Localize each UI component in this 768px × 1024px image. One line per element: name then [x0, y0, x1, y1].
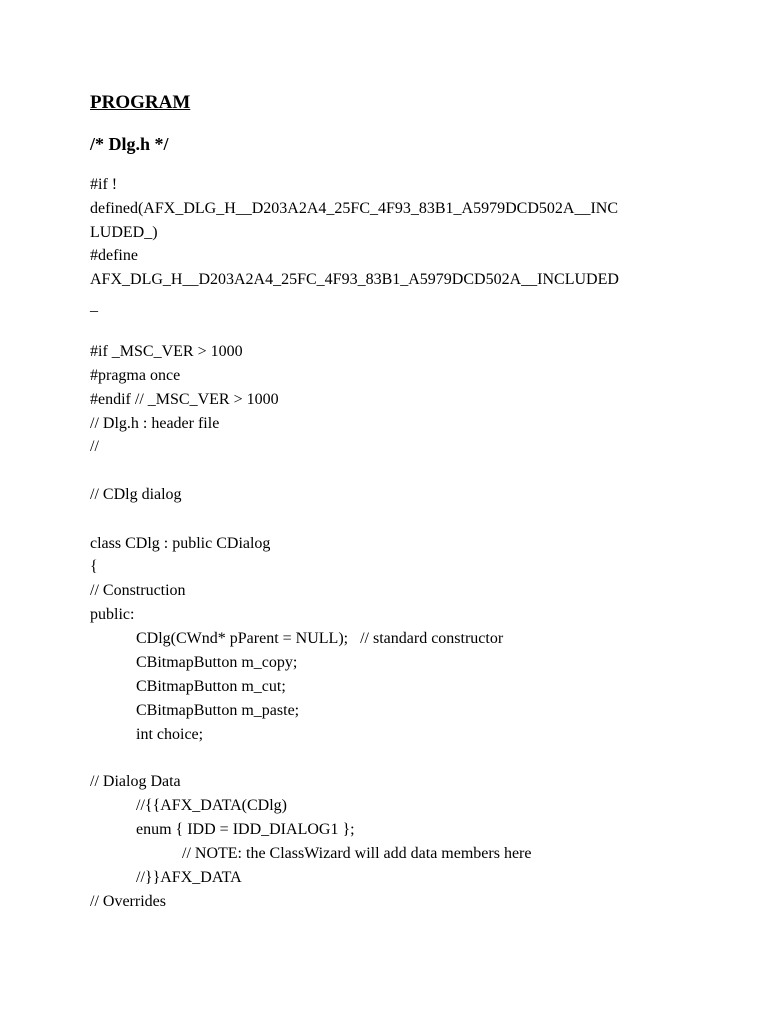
- code-line: class CDlg : public CDialog: [90, 535, 271, 552]
- code-line: CBitmapButton m_paste;: [136, 702, 300, 719]
- code-line: AFX_DLG_H__D203A2A4_25FC_4F93_83B1_A5979DCD502A__INCLUDED: [90, 271, 619, 288]
- code-line: _: [90, 297, 98, 314]
- code-line: // CDlg dialog: [90, 486, 182, 503]
- code-line: LUDED_): [90, 224, 158, 241]
- code-line: #pragma once: [90, 367, 181, 384]
- code-line: CDlg(CWnd* pParent = NULL); // standard constructor: [136, 630, 504, 647]
- code-line: #if _MSC_VER > 1000: [90, 343, 243, 360]
- code-line: #if !: [90, 176, 118, 193]
- code-line: // Dialog Data: [90, 773, 181, 790]
- code-line: int choice;: [136, 726, 204, 743]
- code-line: // Dlg.h : header file: [90, 415, 220, 432]
- code-line: public:: [90, 606, 135, 623]
- code-line: enum { IDD = IDD_DIALOG1 };: [136, 821, 355, 838]
- code-line: // NOTE: the ClassWizard will add data members here: [182, 845, 532, 862]
- code-line: #endif // _MSC_VER > 1000: [90, 391, 279, 408]
- page-heading: PROGRAM: [90, 92, 191, 113]
- code-line: // Overrides: [90, 893, 166, 910]
- file-comment: /* Dlg.h */: [90, 134, 169, 154]
- code-line: defined(AFX_DLG_H__D203A2A4_25FC_4F93_83B1_A5979DCD502A__INC: [90, 200, 618, 217]
- code-line: //{{AFX_DATA(CDlg): [136, 797, 287, 814]
- code-line: CBitmapButton m_copy;: [136, 654, 298, 671]
- code-line: {: [90, 558, 98, 575]
- code-line: CBitmapButton m_cut;: [136, 678, 286, 695]
- code-line: // Construction: [90, 582, 186, 599]
- code-line: //}}AFX_DATA: [136, 869, 242, 886]
- code-line: //: [90, 438, 99, 455]
- code-line: #define: [90, 247, 138, 264]
